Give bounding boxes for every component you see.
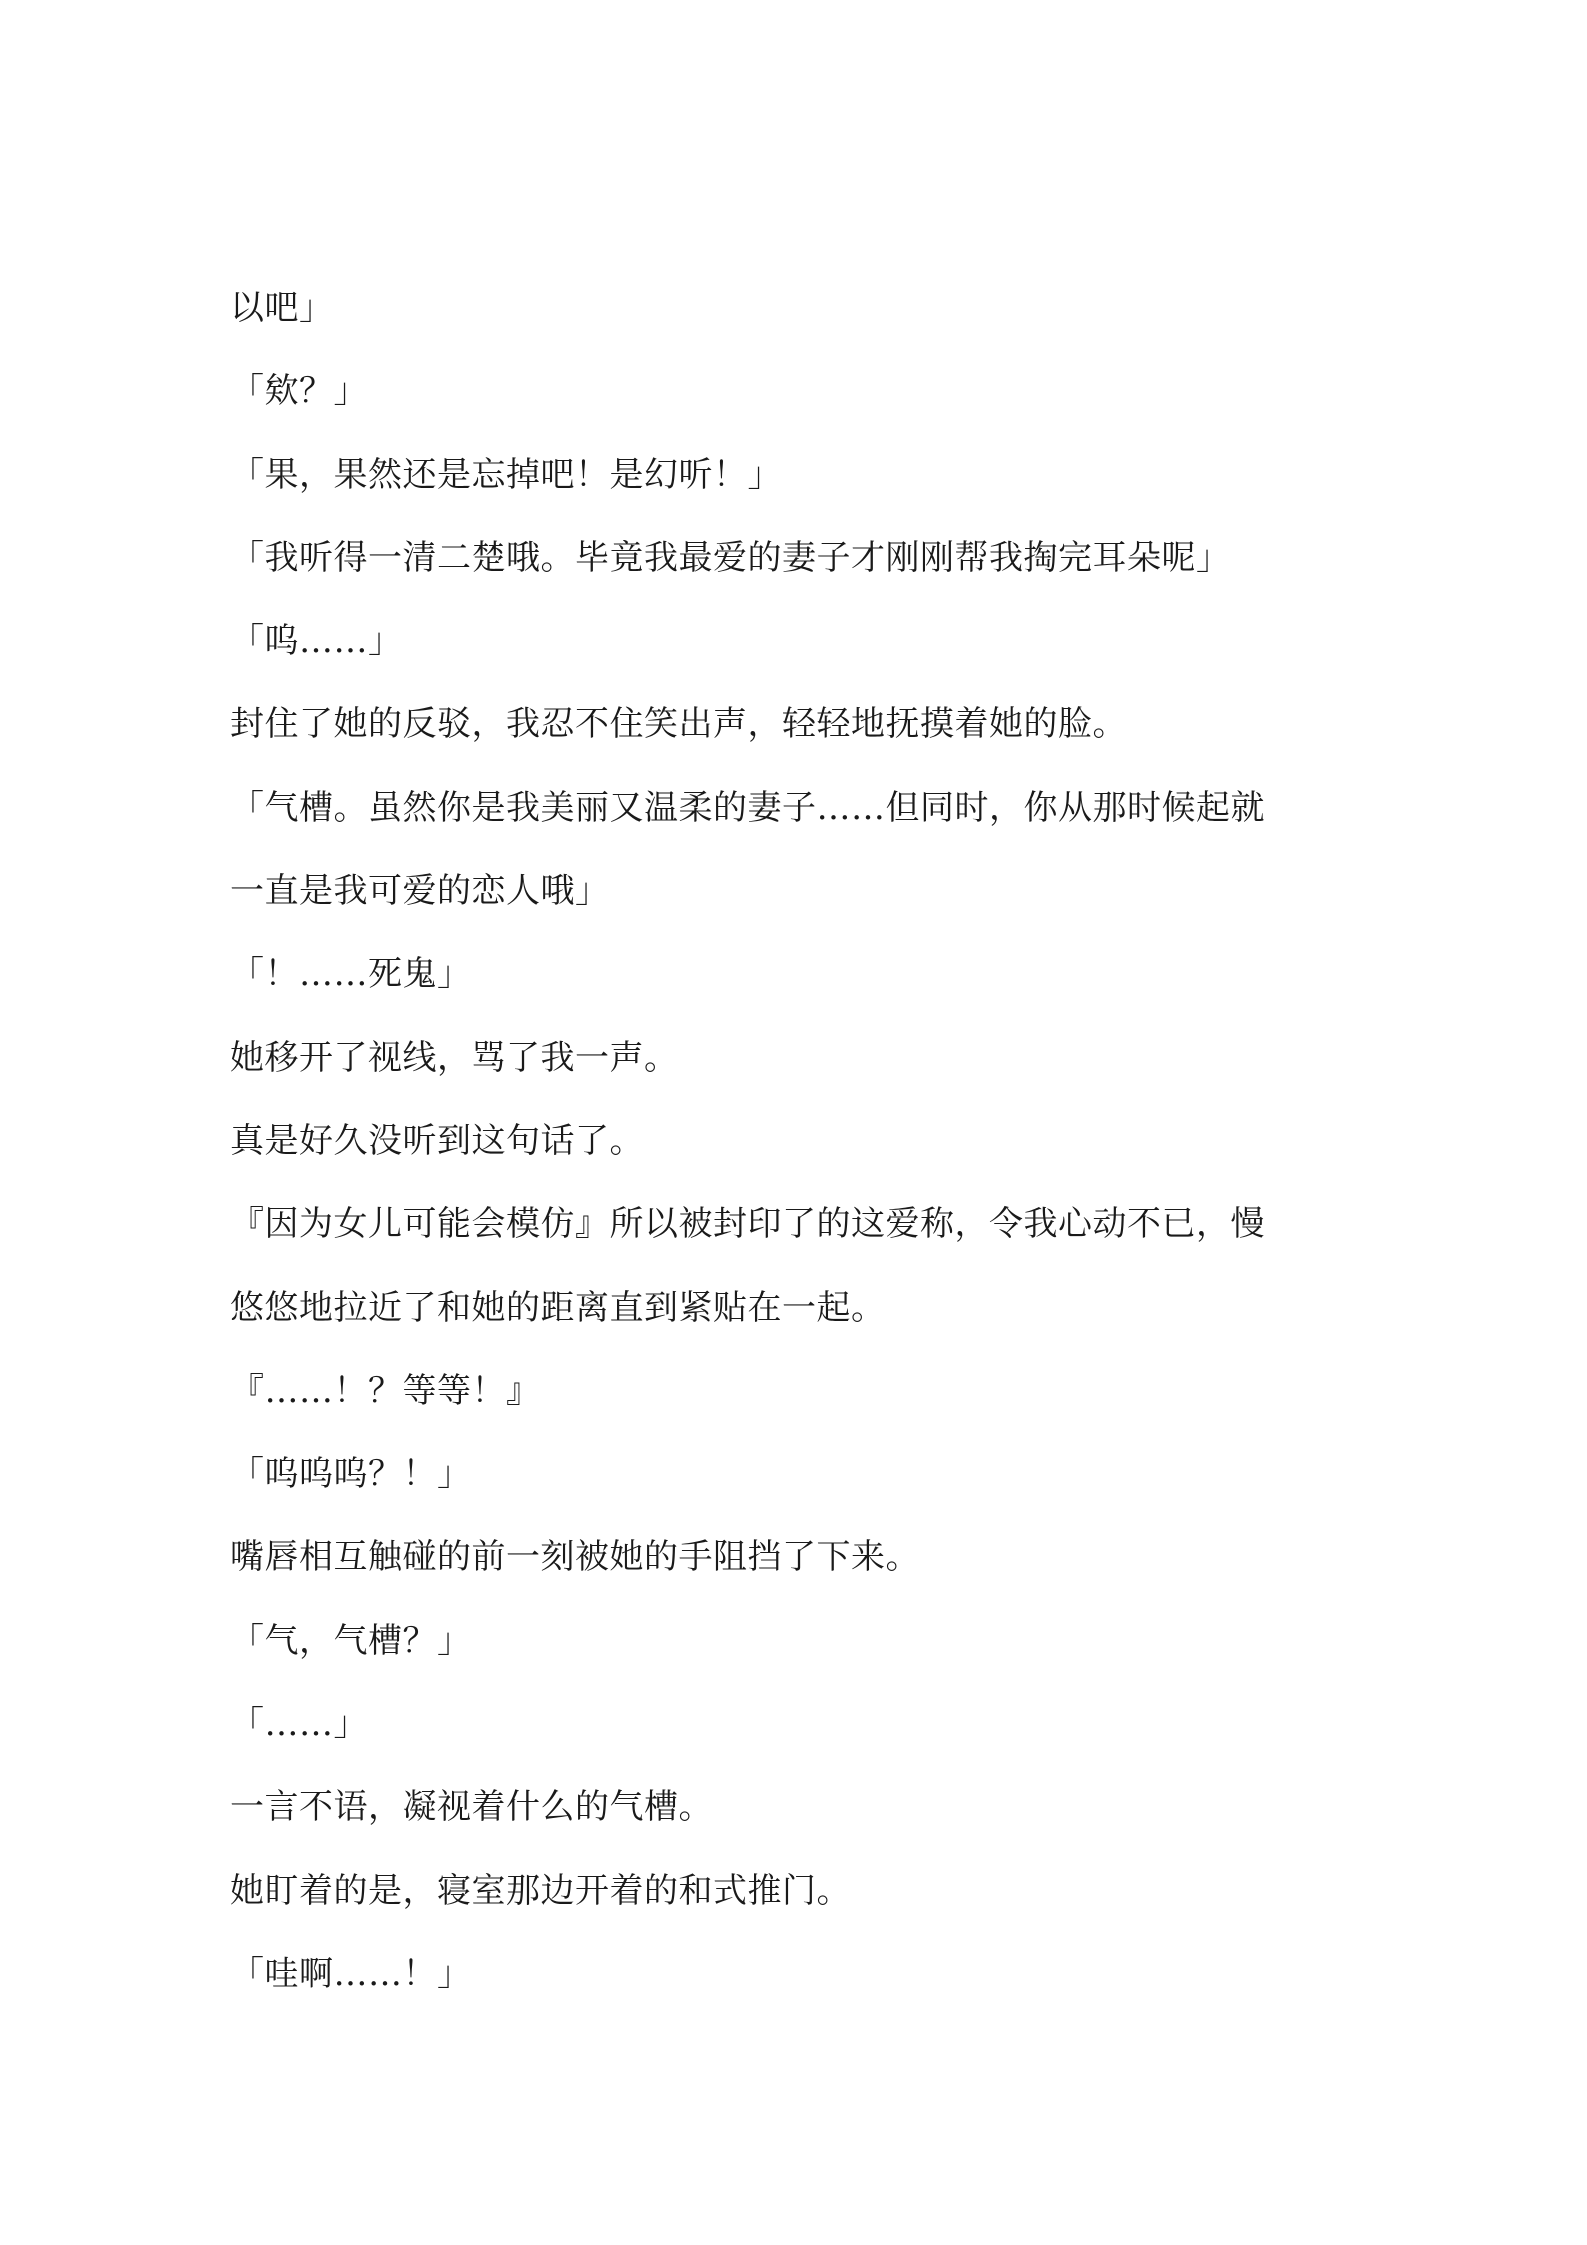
text-line: 「欸？」 bbox=[230, 371, 368, 412]
text-line: 「！……死鬼」 bbox=[230, 954, 472, 995]
text-line: 「我听得一清二楚哦。毕竟我最爱的妻子才刚刚帮我掏完耳朵呢」 bbox=[230, 537, 1231, 578]
text-line: 真是好久没听到这句话了。 bbox=[230, 1120, 644, 1161]
text-line: 封住了她的反驳，我忍不住笑出声，轻轻地抚摸着她的脸。 bbox=[230, 704, 1127, 745]
text-line: 「果，果然还是忘掉吧！是幻听！」 bbox=[230, 454, 782, 495]
text-line: 她移开了视线，骂了我一声。 bbox=[230, 1037, 679, 1078]
text-line: 「呜……」 bbox=[230, 621, 403, 662]
text-line: 悠悠地拉近了和她的距离直到紧贴在一起。 bbox=[230, 1287, 886, 1328]
text-line: 嘴唇相互触碰的前一刻被她的手阻挡了下来。 bbox=[230, 1537, 920, 1578]
text-line: 「哇啊……！」 bbox=[230, 1953, 472, 1994]
text-line: 『……！？等等！』 bbox=[230, 1370, 541, 1411]
text-line: 「气槽。虽然你是我美丽又温柔的妻子……但同时，你从那时候起就 bbox=[230, 787, 1265, 828]
text-line: 一直是我可爱的恋人哦」 bbox=[230, 871, 610, 912]
text-line: 『因为女儿可能会模仿』所以被封印了的这爱称，令我心动不已，慢 bbox=[230, 1204, 1265, 1245]
text-body bbox=[230, 280, 1370, 2029]
text-line: 她盯着的是，寝室那边开着的和式推门。 bbox=[230, 1870, 851, 1911]
text-line: 以吧」 bbox=[230, 288, 334, 328]
text-line: 「呜呜呜？！」 bbox=[230, 1454, 472, 1495]
text-line: 「气，气槽？」 bbox=[230, 1620, 472, 1661]
text-line: 一言不语，凝视着什么的气槽。 bbox=[230, 1787, 713, 1828]
text-line: 「……」 bbox=[230, 1704, 368, 1745]
